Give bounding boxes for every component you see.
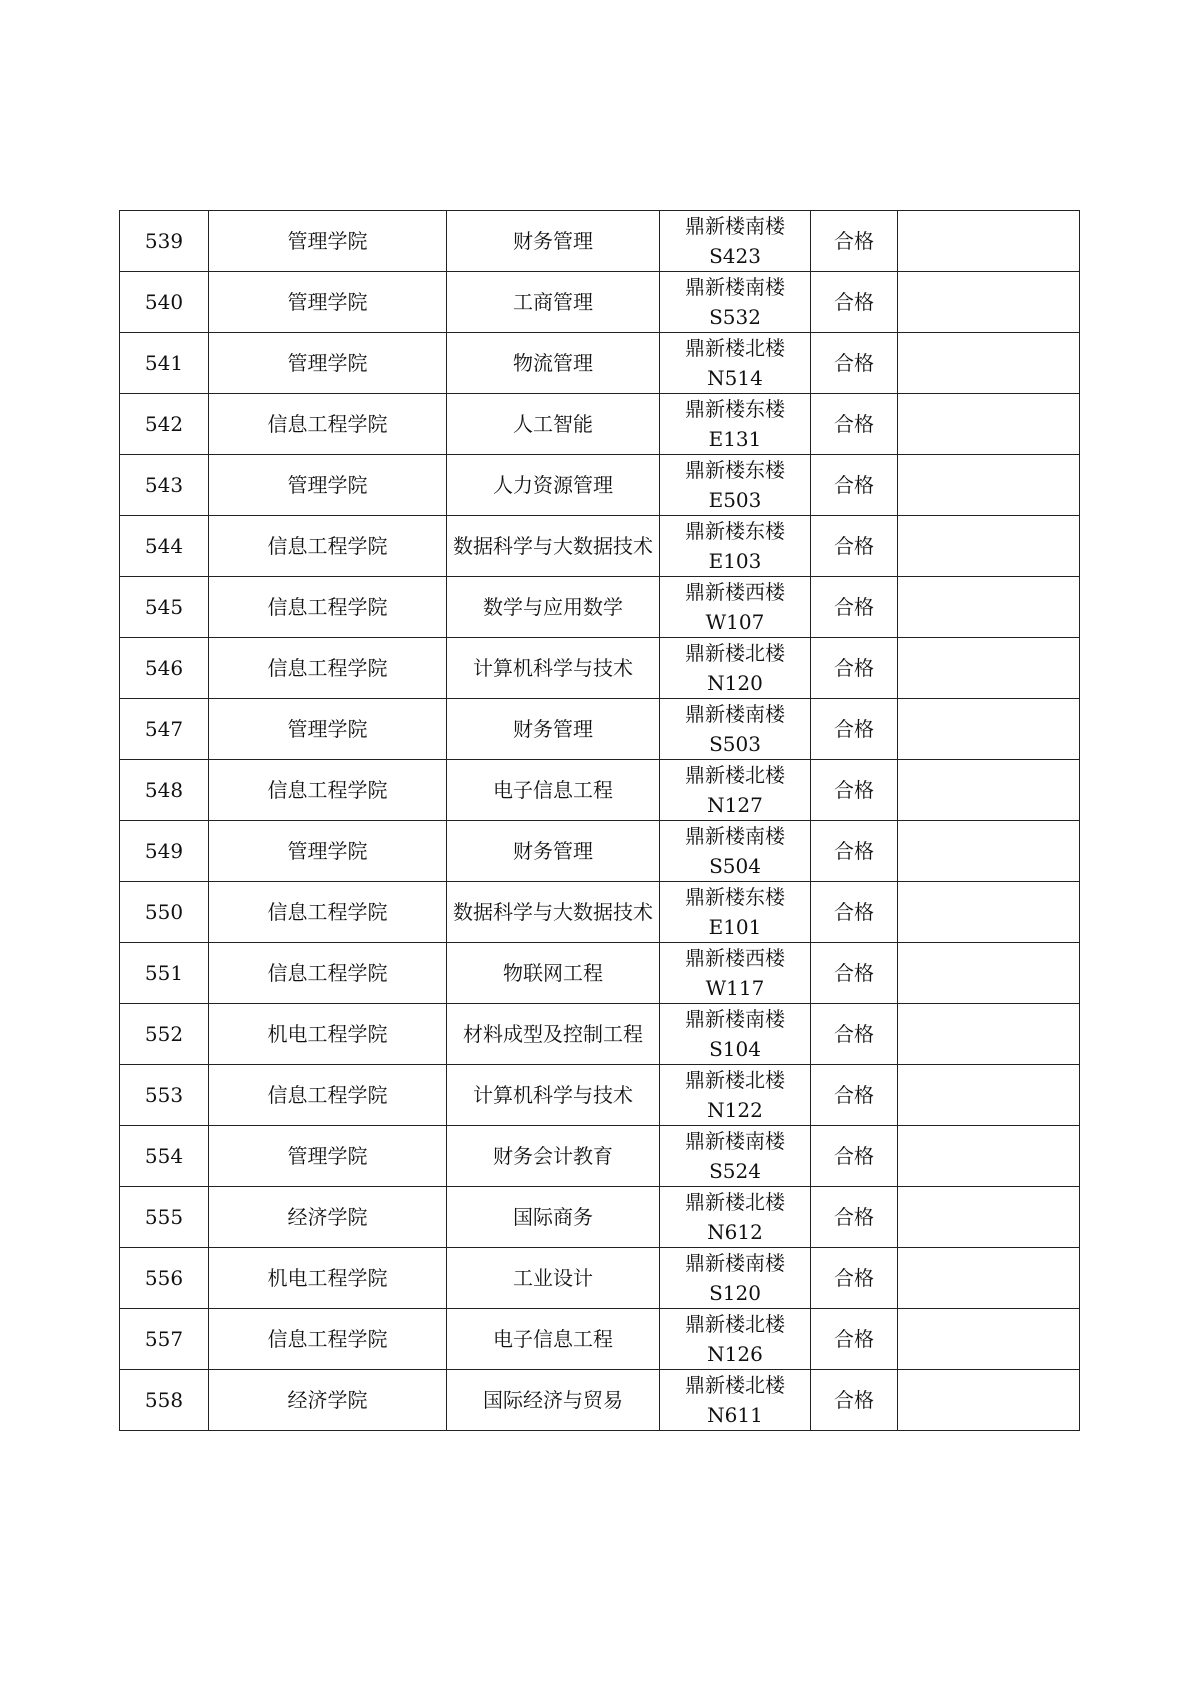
major-cell: 国际商务 [447,1187,660,1248]
table-row [120,1187,1080,1248]
room-building: 鼎新楼东楼 [685,458,785,482]
table-row [120,1004,1080,1065]
room-building: 鼎新楼南楼 [685,214,785,238]
result-cell: 合格 [811,760,898,821]
major-cell: 材料成型及控制工程 [447,1004,660,1065]
room-cell [660,394,811,455]
room-number: N127 [707,793,763,817]
row-number-cell: 553 [120,1065,209,1126]
table-body [120,211,1080,1431]
remark-cell [898,638,1080,699]
remark-cell [898,1126,1080,1187]
college-cell: 管理学院 [209,821,447,882]
room-cell [660,821,811,882]
room-cell [660,577,811,638]
major-cell: 财务会计教育 [447,1126,660,1187]
major-cell: 数据科学与大数据技术 [447,882,660,943]
room-cell [660,455,811,516]
remark-cell [898,1309,1080,1370]
room-cell [660,1065,811,1126]
result-cell: 合格 [811,333,898,394]
room-building: 鼎新楼西楼 [685,946,785,970]
college-cell: 信息工程学院 [209,882,447,943]
room-number: S504 [709,854,761,878]
major-cell: 计算机科学与技术 [447,1065,660,1126]
room-number: S423 [709,244,761,268]
major-cell: 财务管理 [447,821,660,882]
room-cell [660,1126,811,1187]
college-cell: 信息工程学院 [209,760,447,821]
room-building: 鼎新楼北楼 [685,763,785,787]
table-row [120,882,1080,943]
room-cell [660,1187,811,1248]
room-number: E103 [708,549,762,573]
row-number-cell: 545 [120,577,209,638]
room-number: S532 [709,305,761,329]
row-number-cell: 541 [120,333,209,394]
remark-cell [898,882,1080,943]
room-building: 鼎新楼南楼 [685,702,785,726]
row-number-cell: 552 [120,1004,209,1065]
table-row [120,516,1080,577]
result-cell: 合格 [811,577,898,638]
room-building: 鼎新楼南楼 [685,1129,785,1153]
table-row [120,333,1080,394]
room-cell [660,699,811,760]
table-row [120,272,1080,333]
result-cell: 合格 [811,943,898,1004]
college-cell: 管理学院 [209,211,447,272]
major-cell: 计算机科学与技术 [447,638,660,699]
major-cell: 物流管理 [447,333,660,394]
row-number-cell: 556 [120,1248,209,1309]
major-cell: 工业设计 [447,1248,660,1309]
college-cell: 信息工程学院 [209,638,447,699]
room-number: W107 [705,610,765,634]
result-cell: 合格 [811,1065,898,1126]
room-building: 鼎新楼北楼 [685,1373,785,1397]
room-cell [660,882,811,943]
result-cell: 合格 [811,211,898,272]
result-cell: 合格 [811,272,898,333]
college-cell: 信息工程学院 [209,1309,447,1370]
major-cell: 电子信息工程 [447,760,660,821]
college-cell: 信息工程学院 [209,943,447,1004]
college-cell: 经济学院 [209,1187,447,1248]
result-cell: 合格 [811,1126,898,1187]
room-building: 鼎新楼东楼 [685,885,785,909]
major-cell: 人工智能 [447,394,660,455]
table-row [120,394,1080,455]
remark-cell [898,455,1080,516]
room-building: 鼎新楼北楼 [685,1190,785,1214]
result-cell: 合格 [811,455,898,516]
college-cell: 机电工程学院 [209,1248,447,1309]
room-building: 鼎新楼南楼 [685,275,785,299]
row-number-cell: 551 [120,943,209,1004]
result-cell: 合格 [811,699,898,760]
table-row [120,1248,1080,1309]
college-cell: 信息工程学院 [209,577,447,638]
room-cell [660,1370,811,1431]
table-row [120,211,1080,272]
college-cell: 机电工程学院 [209,1004,447,1065]
row-number-cell: 546 [120,638,209,699]
row-number-cell: 548 [120,760,209,821]
table-row [120,943,1080,1004]
major-cell: 电子信息工程 [447,1309,660,1370]
college-cell: 信息工程学院 [209,1065,447,1126]
row-number-cell: 557 [120,1309,209,1370]
room-number: N126 [707,1342,763,1366]
table-row [120,1309,1080,1370]
major-cell: 人力资源管理 [447,455,660,516]
major-cell: 财务管理 [447,699,660,760]
result-cell: 合格 [811,516,898,577]
major-cell: 工商管理 [447,272,660,333]
row-number-cell: 554 [120,1126,209,1187]
result-cell: 合格 [811,1004,898,1065]
row-number-cell: 550 [120,882,209,943]
result-cell: 合格 [811,1187,898,1248]
room-cell [660,638,811,699]
room-number: W117 [705,976,765,1000]
remark-cell [898,516,1080,577]
room-number: E131 [708,427,762,451]
major-cell: 物联网工程 [447,943,660,1004]
remark-cell [898,943,1080,1004]
major-cell: 数据科学与大数据技术 [447,516,660,577]
row-number-cell: 544 [120,516,209,577]
room-building: 鼎新楼南楼 [685,1251,785,1275]
room-cell [660,333,811,394]
room-building: 鼎新楼北楼 [685,641,785,665]
remark-cell [898,1248,1080,1309]
row-number-cell: 549 [120,821,209,882]
inspection-table [119,210,1080,1431]
table-row [120,821,1080,882]
room-number: E503 [708,488,762,512]
row-number-cell: 540 [120,272,209,333]
room-building: 鼎新楼南楼 [685,1007,785,1031]
room-cell [660,1248,811,1309]
remark-cell [898,394,1080,455]
row-number-cell: 558 [120,1370,209,1431]
table-row [120,577,1080,638]
room-number: S524 [709,1159,761,1183]
room-building: 鼎新楼南楼 [685,824,785,848]
college-cell: 信息工程学院 [209,516,447,577]
remark-cell [898,1370,1080,1431]
room-number: N612 [707,1220,763,1244]
row-number-cell: 543 [120,455,209,516]
college-cell: 管理学院 [209,699,447,760]
college-cell: 信息工程学院 [209,394,447,455]
room-cell [660,760,811,821]
room-number: N514 [707,366,763,390]
table-row [120,1065,1080,1126]
college-cell: 经济学院 [209,1370,447,1431]
result-cell: 合格 [811,821,898,882]
major-cell: 数学与应用数学 [447,577,660,638]
remark-cell [898,760,1080,821]
remark-cell [898,1065,1080,1126]
room-building: 鼎新楼东楼 [685,519,785,543]
remark-cell [898,1187,1080,1248]
row-number-cell: 547 [120,699,209,760]
table-row [120,638,1080,699]
room-cell [660,943,811,1004]
room-number: S503 [709,732,761,756]
room-cell [660,272,811,333]
remark-cell [898,333,1080,394]
row-number-cell: 539 [120,211,209,272]
room-building: 鼎新楼西楼 [685,580,785,604]
college-cell: 管理学院 [209,272,447,333]
major-cell: 国际经济与贸易 [447,1370,660,1431]
table-row [120,1126,1080,1187]
room-number: S120 [709,1281,761,1305]
room-cell [660,211,811,272]
result-cell: 合格 [811,394,898,455]
remark-cell [898,1004,1080,1065]
result-cell: 合格 [811,1370,898,1431]
room-number: N611 [707,1403,763,1427]
row-number-cell: 542 [120,394,209,455]
room-building: 鼎新楼北楼 [685,336,785,360]
remark-cell [898,699,1080,760]
major-cell: 财务管理 [447,211,660,272]
room-cell [660,516,811,577]
result-cell: 合格 [811,1309,898,1370]
result-cell: 合格 [811,1248,898,1309]
room-number: N120 [707,671,763,695]
room-building: 鼎新楼东楼 [685,397,785,421]
remark-cell [898,211,1080,272]
table-row [120,1370,1080,1431]
college-cell: 管理学院 [209,333,447,394]
room-cell [660,1004,811,1065]
result-cell: 合格 [811,882,898,943]
remark-cell [898,272,1080,333]
remark-cell [898,577,1080,638]
room-number: E101 [708,915,762,939]
table-row [120,455,1080,516]
room-number: S104 [709,1037,761,1061]
row-number-cell: 555 [120,1187,209,1248]
college-cell: 管理学院 [209,1126,447,1187]
table-row [120,699,1080,760]
table-row [120,760,1080,821]
result-cell: 合格 [811,638,898,699]
room-number: N122 [707,1098,763,1122]
room-building: 鼎新楼北楼 [685,1068,785,1092]
remark-cell [898,821,1080,882]
college-cell: 管理学院 [209,455,447,516]
room-building: 鼎新楼北楼 [685,1312,785,1336]
room-cell [660,1309,811,1370]
